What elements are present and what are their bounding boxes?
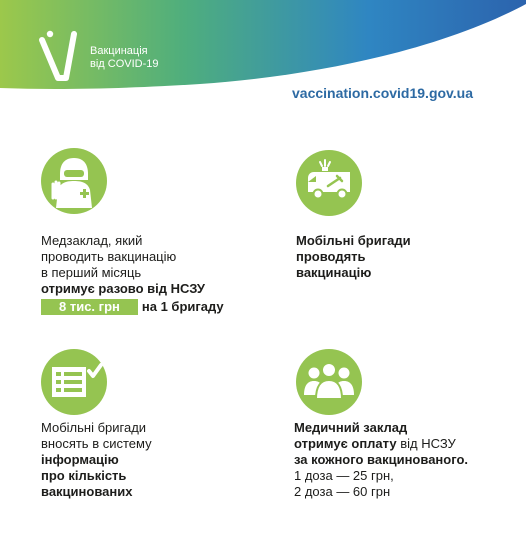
card3-line2: вносять в систему <box>41 436 152 451</box>
logo-text <box>90 45 159 71</box>
per-team-text: на 1 бригаду <box>141 299 224 314</box>
card-funding-text <box>41 233 224 315</box>
ambulance-icon <box>296 150 362 216</box>
card-mobile-teams-text <box>296 233 411 281</box>
card4-line1: Медичний заклад <box>294 420 408 435</box>
card-payment-text <box>294 420 468 500</box>
vaccination-logo <box>36 28 186 82</box>
card4-line3: за кожного вакцинованого. <box>294 452 469 467</box>
card1-line3: в перший місяць <box>41 265 142 280</box>
card2-line1: Мобільні бригади <box>296 233 411 248</box>
card3-line1: Мобільні бригади <box>41 420 147 435</box>
card3-line3: інформацію <box>41 452 119 467</box>
card1-line5 <box>41 299 224 315</box>
card1-line1: Медзаклад, який <box>41 233 143 248</box>
card1-line2: проводить вакцинацію <box>41 249 177 264</box>
site-url-link[interactable]: vaccination.covid19.gov.ua <box>292 85 474 101</box>
amount-badge: 8 тис. грн <box>41 299 138 315</box>
card4-line5: 2 доза — 60 грн <box>294 484 391 499</box>
people-group-icon <box>296 349 362 415</box>
card3-line5: вакцинованих <box>41 484 133 499</box>
card2-line2: проводять <box>296 249 366 264</box>
ambulance-icon-circle <box>296 150 362 216</box>
logo-subtitle: від COVID-19 <box>90 58 159 70</box>
card4-line4: 1 доза — 25 грн, <box>294 468 394 483</box>
card4-line2-rest: від НСЗУ <box>400 436 456 451</box>
card4-line2-bold: отримує оплату <box>294 436 397 451</box>
checklist-icon <box>41 349 107 415</box>
checklist-icon-circle <box>41 349 107 415</box>
people-icon-circle <box>296 349 362 415</box>
logo-title: Вакцинація <box>90 45 148 57</box>
card2-line3: вакцинацію <box>296 265 372 280</box>
card1-line4: отримує разово від НСЗУ <box>41 281 205 296</box>
doctor-icon-circle <box>41 148 107 214</box>
vaccination-v-logo-icon <box>36 28 84 82</box>
card-data-entry-text <box>41 420 152 500</box>
card4-line2 <box>294 436 468 452</box>
doctor-protective-suit-icon <box>41 148 107 214</box>
card3-line4: про кількість <box>41 468 127 483</box>
